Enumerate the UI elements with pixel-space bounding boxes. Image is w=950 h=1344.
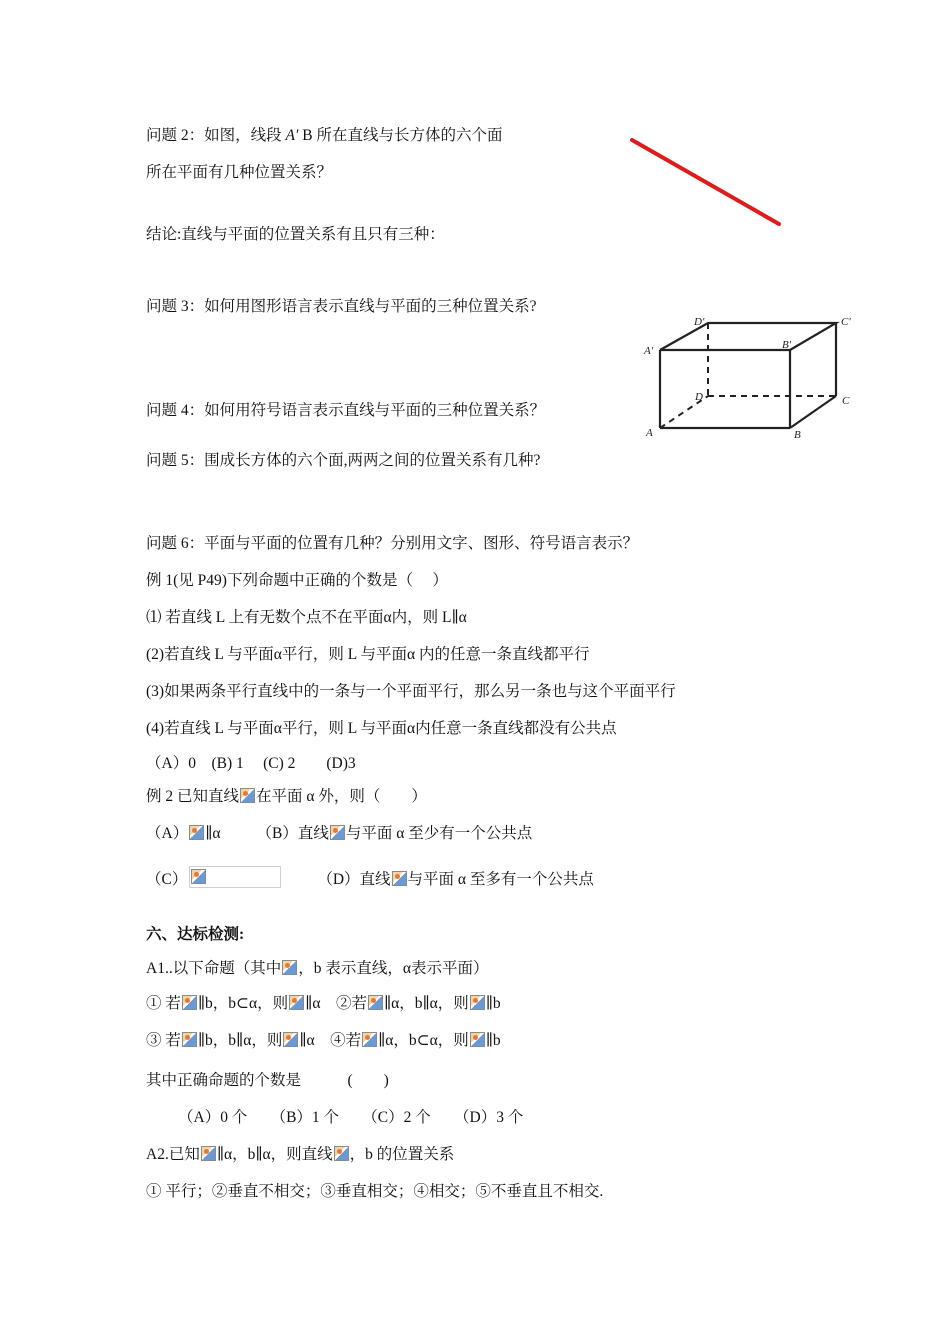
ex2-opt-b-text: 与平面 α 至少有一个公共点 — [345, 825, 533, 842]
red-line-figure — [620, 130, 790, 235]
label-d1: D′ — [694, 316, 705, 328]
a2-text-c: ，b 的位置关系 — [349, 1146, 455, 1163]
broken-image-icon — [334, 1146, 349, 1161]
a2-text-b: ∥α，b∥α，则直线 — [216, 1146, 333, 1163]
q2-text-a: 问题 2：如图，线段 — [146, 127, 286, 144]
ex2-opt-a-text: ∥α — [205, 825, 221, 842]
broken-image-icon — [289, 995, 304, 1010]
label-a: A — [646, 427, 653, 439]
question-3: 问题 3：如何用图形语言表示直线与平面的三种位置关系? — [146, 298, 537, 315]
conclusion: 结论:直线与平面的位置关系有且只有三种： — [146, 226, 445, 243]
r1-a: ① 若 — [146, 995, 181, 1012]
question-2-line-2: 所在平面有几种位置关系？ — [146, 164, 333, 181]
example-1-options: （A）0 (B) 1 (C) 2 (D)3 — [146, 755, 356, 772]
broken-image-icon — [189, 825, 204, 840]
broken-image-icon — [362, 1032, 377, 1047]
example-1-title: 例 1(见 P49)下列命题中正确的个数是（ ） — [146, 572, 448, 589]
r2-d: ∥α，b⊂α，则 — [378, 1032, 469, 1049]
a1-count-question: 其中正确命题的个数是 ( ) — [146, 1072, 389, 1089]
example-2-options-ab — [146, 824, 532, 844]
example-2-options-cd — [146, 866, 594, 890]
question-5: 问题 5：围成长方体的六个面,两两之间的位置关系有几种? — [146, 452, 541, 469]
a1-text-a: A1..以下命题（其中 — [146, 960, 282, 977]
label-c: C — [842, 395, 850, 407]
broken-image-icon — [201, 1146, 216, 1161]
a2-title — [146, 1145, 454, 1165]
broken-image-icon — [182, 995, 197, 1010]
ex2-opt-b-label: （B）直线 — [256, 825, 329, 842]
a1-title — [146, 959, 488, 979]
a2-text-a: A2.已知 — [146, 1146, 200, 1163]
question-6: 问题 6：平面与平面的位置有几种？分别用文字、图形、符号语言表示？ — [146, 535, 639, 552]
a1-text-b: ，b 表示直线，α表示平面） — [298, 960, 489, 977]
q2-point-label: A′ — [285, 127, 299, 144]
label-b: B — [794, 429, 801, 441]
broken-image-icon — [392, 871, 407, 886]
broken-image-icon — [182, 1032, 197, 1047]
example-1-statement-2: (2)若直线 L 与平面α平行，则 L 与平面α 内的任意一条直线都平行 — [146, 646, 590, 663]
r1-e: ∥b — [485, 995, 501, 1012]
ex2-opt-d-label: （D）直线 — [317, 871, 391, 888]
example-1-statement-4: (4)若直线 L 与平面α平行，则 L 与平面α内任意一条直线都没有公共点 — [146, 720, 617, 737]
r1-d: ∥α，b∥α，则 — [383, 995, 469, 1012]
broken-image-icon — [330, 825, 345, 840]
broken-image-icon — [470, 995, 485, 1010]
a1-count-options: （A）0 个 （B）1 个 （C）2 个 （D）3 个 — [178, 1109, 524, 1126]
cuboid-figure — [640, 308, 870, 443]
broken-image-icon — [470, 1032, 485, 1047]
ex2-opt-d-text: 与平面 α 至多有一个公共点 — [407, 871, 594, 888]
r2-e: ∥b — [485, 1032, 501, 1049]
ex2-title-b: 在平面 α 外，则（ ） — [256, 788, 427, 805]
section-6-heading: 六、达标检测: — [146, 926, 245, 943]
example-2-title — [146, 787, 427, 807]
r2-a: ③ 若 — [146, 1032, 181, 1049]
example-1-statement-1: ⑴ 若直线 L 上有无数个点不在平面α内，则 L∥α — [146, 609, 467, 626]
label-b1: B′ — [782, 339, 792, 351]
label-a1: A′ — [644, 345, 654, 357]
r1-c: ∥α ②若 — [305, 995, 367, 1012]
label-d: D — [695, 391, 703, 403]
a2-options: ① 平行；②垂直不相交；③垂直相交；④相交；⑤不垂直且不相交. — [146, 1183, 604, 1200]
broken-image-icon — [283, 1032, 298, 1047]
formula-image-box — [189, 866, 281, 888]
ex2-opt-c-label: （C） — [146, 871, 188, 888]
q2-text-b: B 所在直线与长方体的六个面 — [298, 127, 503, 144]
cuboid-edge-bc — [790, 396, 836, 428]
r2-b: ∥b，b∥α，则 — [197, 1032, 283, 1049]
broken-image-icon — [368, 995, 383, 1010]
r1-b: ∥b，b⊂α，则 — [197, 995, 289, 1012]
a1-row-1 — [146, 994, 501, 1014]
a1-row-2 — [146, 1031, 501, 1051]
ex2-title-a: 例 2 已知直线 — [146, 788, 240, 805]
question-2-line-1 — [146, 126, 502, 146]
red-line — [632, 140, 779, 224]
broken-image-icon — [191, 869, 206, 884]
r2-c: ∥α ④若 — [299, 1032, 362, 1049]
question-4: 问题 4：如何用符号语言表示直线与平面的三种位置关系？ — [146, 402, 546, 419]
example-1-statement-3: (3)如果两条平行直线中的一条与一个平面平行，那么另一条也与这个平面平行 — [146, 683, 676, 700]
broken-image-icon — [240, 788, 255, 803]
label-c1: C′ — [841, 316, 851, 328]
broken-image-icon — [282, 960, 297, 975]
cuboid-top-face — [660, 323, 836, 350]
ex2-opt-a-label: （A） — [146, 825, 189, 842]
